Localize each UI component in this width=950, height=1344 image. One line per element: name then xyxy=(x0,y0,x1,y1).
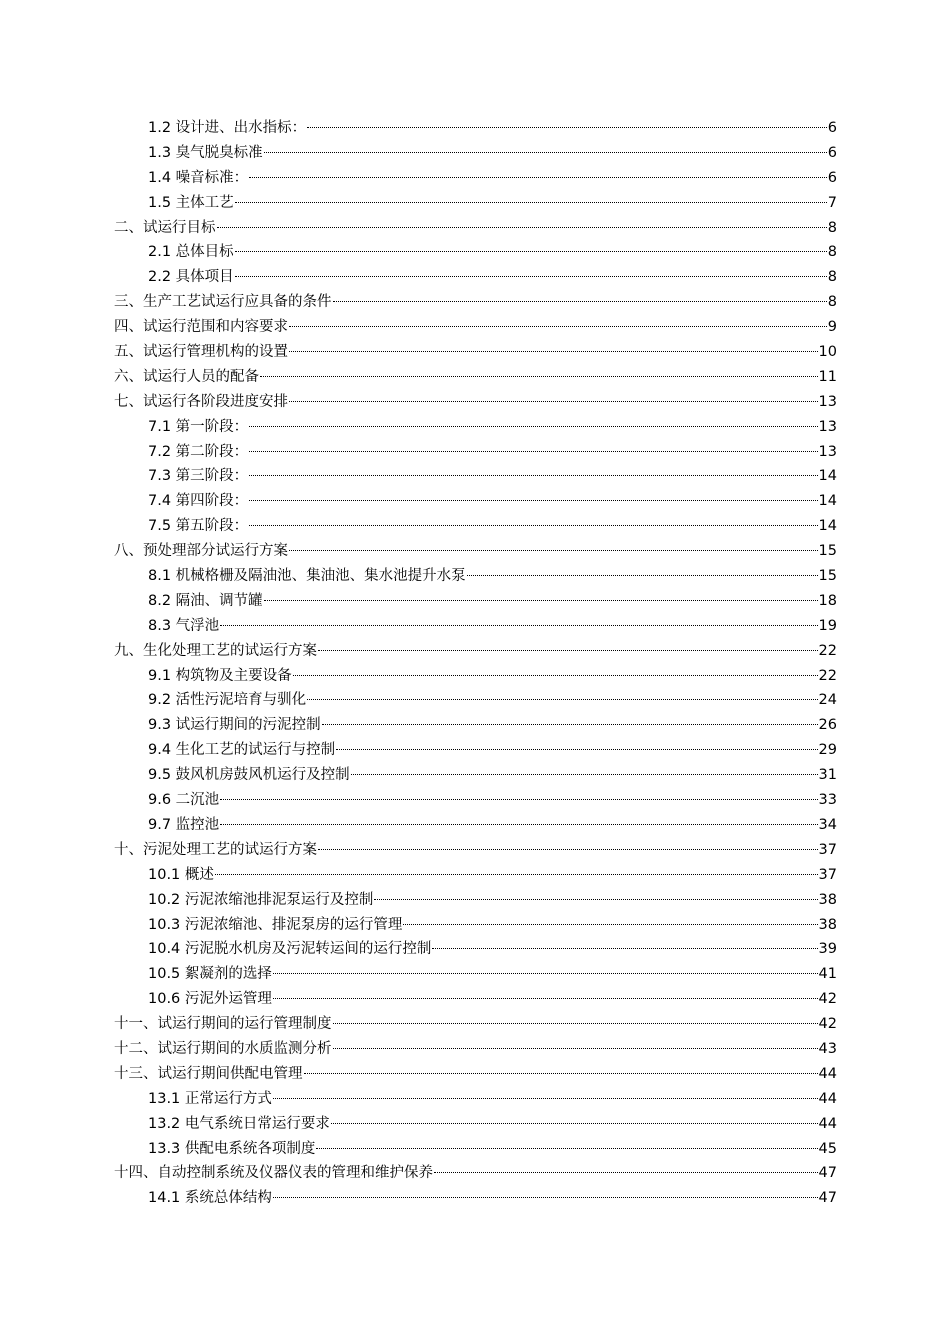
toc-entry-title: 二、试运行目标 xyxy=(114,219,216,236)
toc-entry-title: 10.5 絮凝剂的选择 xyxy=(148,966,272,983)
toc-entry-title: 13.1 正常运行方式 xyxy=(148,1090,272,1107)
toc-section-entry[interactable] xyxy=(114,240,837,265)
toc-page-number: 38 xyxy=(818,916,837,933)
toc-dot-leader xyxy=(260,376,818,377)
toc-dot-leader xyxy=(273,998,818,999)
toc-page-number: 22 xyxy=(818,667,837,684)
toc-section-entry[interactable] xyxy=(114,688,837,713)
toc-section-entry[interactable] xyxy=(114,141,837,166)
toc-chapter-entry[interactable] xyxy=(114,340,837,365)
toc-entry-title: 10.6 污泥外运管理 xyxy=(148,991,272,1008)
toc-entry-title: 三、生产工艺试运行应具备的条件 xyxy=(114,294,332,311)
toc-section-entry[interactable] xyxy=(114,589,837,614)
toc-dot-leader xyxy=(249,426,817,427)
toc-dot-leader xyxy=(249,475,817,476)
toc-chapter-entry[interactable] xyxy=(114,290,837,315)
toc-section-entry[interactable] xyxy=(114,166,837,191)
toc-dot-leader xyxy=(333,301,827,302)
toc-section-entry[interactable] xyxy=(114,664,837,689)
toc-dot-leader xyxy=(235,251,827,252)
toc-page-number: 8 xyxy=(827,294,837,311)
toc-section-entry[interactable] xyxy=(114,614,837,639)
toc-dot-leader xyxy=(220,799,817,800)
toc-chapter-entry[interactable] xyxy=(114,365,837,390)
toc-section-entry[interactable] xyxy=(114,863,837,888)
toc-dot-leader xyxy=(374,899,817,900)
toc-chapter-entry[interactable] xyxy=(114,1161,837,1186)
toc-dot-leader xyxy=(293,675,818,676)
toc-dot-leader xyxy=(249,177,827,178)
toc-page-number: 13 xyxy=(818,418,837,435)
toc-page-number: 44 xyxy=(818,1090,837,1107)
toc-entry-title: 九、生化处理工艺的试运行方案 xyxy=(114,642,317,659)
toc-page-number: 9 xyxy=(827,319,837,336)
toc-dot-leader xyxy=(304,1073,818,1074)
toc-chapter-entry[interactable] xyxy=(114,639,837,664)
toc-section-entry[interactable] xyxy=(114,738,837,763)
toc-entry-title: 7.3 第三阶段： xyxy=(148,468,249,485)
toc-page-number: 44 xyxy=(818,1115,837,1132)
toc-page-number: 13 xyxy=(818,443,837,460)
toc-page-number: 47 xyxy=(818,1190,837,1207)
toc-page-number: 18 xyxy=(818,592,837,609)
toc-entry-title: 2.2 具体项目 xyxy=(148,269,234,286)
toc-entry-title: 七、试运行各阶段进度安排 xyxy=(114,393,288,410)
toc-entry-title: 9.2 活性污泥培育与驯化 xyxy=(148,692,307,709)
toc-page-number: 37 xyxy=(818,866,837,883)
toc-section-entry[interactable] xyxy=(114,1137,837,1162)
toc-page-number: 15 xyxy=(818,568,837,585)
toc-chapter-entry[interactable] xyxy=(114,1062,837,1087)
toc-section-entry[interactable] xyxy=(114,514,837,539)
toc-page-number: 13 xyxy=(818,393,837,410)
toc-page-number: 10 xyxy=(818,344,837,361)
toc-page-number: 22 xyxy=(818,642,837,659)
toc-page-number: 8 xyxy=(827,244,837,261)
toc-page-number: 43 xyxy=(818,1040,837,1057)
toc-page-number: 29 xyxy=(818,742,837,759)
toc-page-number: 33 xyxy=(818,792,837,809)
toc-dot-leader xyxy=(249,451,817,452)
toc-dot-leader xyxy=(273,973,818,974)
toc-entry-title: 1.4 噪音标准： xyxy=(148,169,249,186)
toc-section-entry[interactable] xyxy=(114,913,837,938)
toc-chapter-entry[interactable] xyxy=(114,315,837,340)
toc-section-entry[interactable] xyxy=(114,440,837,465)
toc-dot-leader xyxy=(307,699,817,700)
toc-entry-title: 2.1 总体目标 xyxy=(148,244,234,261)
toc-section-entry[interactable] xyxy=(114,191,837,216)
toc-entry-title: 13.3 供配电系统各项制度 xyxy=(148,1140,316,1157)
toc-dot-leader xyxy=(318,650,818,651)
toc-page-number: 45 xyxy=(818,1140,837,1157)
toc-chapter-entry[interactable] xyxy=(114,1012,837,1037)
toc-page-number: 14 xyxy=(818,493,837,510)
toc-page-number: 8 xyxy=(827,219,837,236)
toc-page-number: 14 xyxy=(818,468,837,485)
toc-entry-title: 10.3 污泥浓缩池、排泥泵房的运行管理 xyxy=(148,916,403,933)
toc-entry-title: 14.1 系统总体结构 xyxy=(148,1190,272,1207)
toc-section-entry[interactable] xyxy=(114,489,837,514)
toc-section-entry[interactable] xyxy=(114,962,837,987)
toc-section-entry[interactable] xyxy=(114,116,837,141)
toc-entry-title: 十三、试运行期间供配电管理 xyxy=(114,1065,303,1082)
toc-dot-leader xyxy=(307,127,827,128)
toc-dot-leader xyxy=(264,152,827,153)
toc-page-number: 15 xyxy=(818,543,837,560)
toc-dot-leader xyxy=(467,575,818,576)
toc-dot-leader xyxy=(273,1197,818,1198)
toc-section-entry[interactable] xyxy=(114,713,837,738)
toc-section-entry[interactable] xyxy=(114,1112,837,1137)
toc-section-entry[interactable] xyxy=(114,1087,837,1112)
toc-entry-title: 四、试运行范围和内容要求 xyxy=(114,319,288,336)
toc-page-number: 42 xyxy=(818,1016,837,1033)
toc-dot-leader xyxy=(289,401,818,402)
toc-dot-leader xyxy=(249,525,817,526)
toc-section-entry[interactable] xyxy=(114,937,837,962)
toc-page-number: 31 xyxy=(818,767,837,784)
toc-dot-leader xyxy=(289,351,818,352)
toc-dot-leader xyxy=(289,326,827,327)
toc-section-entry[interactable] xyxy=(114,564,837,589)
toc-section-entry[interactable] xyxy=(114,1186,837,1211)
toc-entry-title: 10.2 污泥浓缩池排泥泵运行及控制 xyxy=(148,891,374,908)
toc-chapter-entry[interactable] xyxy=(114,838,837,863)
toc-entry-title: 1.5 主体工艺 xyxy=(148,194,234,211)
toc-page-number: 37 xyxy=(818,841,837,858)
toc-entry-title: 八、预处理部分试运行方案 xyxy=(114,543,288,560)
toc-page-number: 6 xyxy=(827,120,837,136)
toc-dot-leader xyxy=(432,948,817,949)
table-of-contents xyxy=(114,116,837,1211)
toc-dot-leader xyxy=(331,1123,818,1124)
toc-entry-title: 7.5 第五阶段： xyxy=(148,518,249,535)
toc-dot-leader xyxy=(273,1098,818,1099)
toc-dot-leader xyxy=(289,550,818,551)
toc-entry-title: 1.3 臭气脱臭标准 xyxy=(148,144,263,161)
toc-page-number: 24 xyxy=(818,692,837,709)
toc-entry-title: 五、试运行管理机构的设置 xyxy=(114,344,288,361)
toc-entry-title: 7.4 第四阶段： xyxy=(148,493,249,510)
toc-entry-title: 六、试运行人员的配备 xyxy=(114,368,259,385)
toc-dot-leader xyxy=(333,1048,818,1049)
toc-entry-title: 13.2 电气系统日常运行要求 xyxy=(148,1115,330,1132)
toc-entry-title: 9.5 鼓风机房鼓风机运行及控制 xyxy=(148,767,350,784)
toc-dot-leader xyxy=(220,625,817,626)
toc-entry-title: 十四、自动控制系统及仪器仪表的管理和维护保养 xyxy=(114,1165,433,1182)
toc-page-number: 6 xyxy=(827,144,837,161)
toc-chapter-entry[interactable] xyxy=(114,390,837,415)
toc-dot-leader xyxy=(235,276,827,277)
toc-entry-title: 8.3 气浮池 xyxy=(148,617,220,634)
toc-section-entry[interactable] xyxy=(114,813,837,838)
toc-page-number: 7 xyxy=(827,194,837,211)
toc-entry-title: 十一、试运行期间的运行管理制度 xyxy=(114,1016,332,1033)
toc-entry-title: 9.3 试运行期间的污泥控制 xyxy=(148,717,321,734)
toc-dot-leader xyxy=(434,1172,818,1173)
toc-page-number: 47 xyxy=(818,1165,837,1182)
toc-page-number: 44 xyxy=(818,1065,837,1082)
toc-section-entry[interactable] xyxy=(114,888,837,913)
toc-page-number: 39 xyxy=(818,941,837,958)
toc-page-number: 6 xyxy=(827,169,837,186)
toc-page-number: 19 xyxy=(818,617,837,634)
toc-dot-leader xyxy=(316,1148,817,1149)
toc-dot-leader xyxy=(318,849,818,850)
toc-section-entry[interactable] xyxy=(114,987,837,1012)
toc-entry-title: 9.4 生化工艺的试运行与控制 xyxy=(148,742,336,759)
toc-page-number: 11 xyxy=(818,368,837,385)
toc-dot-leader xyxy=(217,227,827,228)
toc-entry-title: 10.4 污泥脱水机房及污泥转运间的运行控制 xyxy=(148,941,432,958)
toc-entry-title: 7.2 第二阶段： xyxy=(148,443,249,460)
toc-entry-title: 9.6 二沉池 xyxy=(148,792,220,809)
toc-dot-leader xyxy=(215,874,818,875)
toc-entry-title: 10.1 概述 xyxy=(148,866,214,883)
toc-chapter-entry[interactable] xyxy=(114,539,837,564)
toc-page-number: 38 xyxy=(818,891,837,908)
toc-section-entry[interactable] xyxy=(114,788,837,813)
toc-chapter-entry[interactable] xyxy=(114,216,837,241)
toc-entry-title: 1.2 设计进、出水指标： xyxy=(148,120,307,136)
toc-section-entry[interactable] xyxy=(114,763,837,788)
toc-page-number: 34 xyxy=(818,816,837,833)
toc-dot-leader xyxy=(220,824,817,825)
toc-entry-title: 9.7 监控池 xyxy=(148,816,220,833)
toc-page-number: 14 xyxy=(818,518,837,535)
toc-entry-title: 十二、试运行期间的水质监测分析 xyxy=(114,1040,332,1057)
toc-section-entry[interactable] xyxy=(114,464,837,489)
toc-page-number: 8 xyxy=(827,269,837,286)
toc-entry-title: 十、污泥处理工艺的试运行方案 xyxy=(114,841,317,858)
toc-section-entry[interactable] xyxy=(114,415,837,440)
toc-dot-leader xyxy=(235,202,827,203)
toc-entry-title: 7.1 第一阶段： xyxy=(148,418,249,435)
toc-dot-leader xyxy=(336,749,817,750)
toc-dot-leader xyxy=(249,500,817,501)
toc-page-number: 26 xyxy=(818,717,837,734)
toc-entry-title: 9.1 构筑物及主要设备 xyxy=(148,667,292,684)
toc-chapter-entry[interactable] xyxy=(114,1037,837,1062)
toc-section-entry[interactable] xyxy=(114,265,837,290)
toc-page-number: 41 xyxy=(818,966,837,983)
toc-entry-title: 8.2 隔油、调节罐 xyxy=(148,592,263,609)
toc-page-number: 42 xyxy=(818,991,837,1008)
toc-dot-leader xyxy=(403,924,817,925)
toc-dot-leader xyxy=(264,600,818,601)
toc-dot-leader xyxy=(351,774,818,775)
toc-dot-leader xyxy=(322,724,818,725)
toc-dot-leader xyxy=(333,1023,818,1024)
toc-entry-title: 8.1 机械格栅及隔油池、集油池、集水池提升水泵 xyxy=(148,568,466,585)
